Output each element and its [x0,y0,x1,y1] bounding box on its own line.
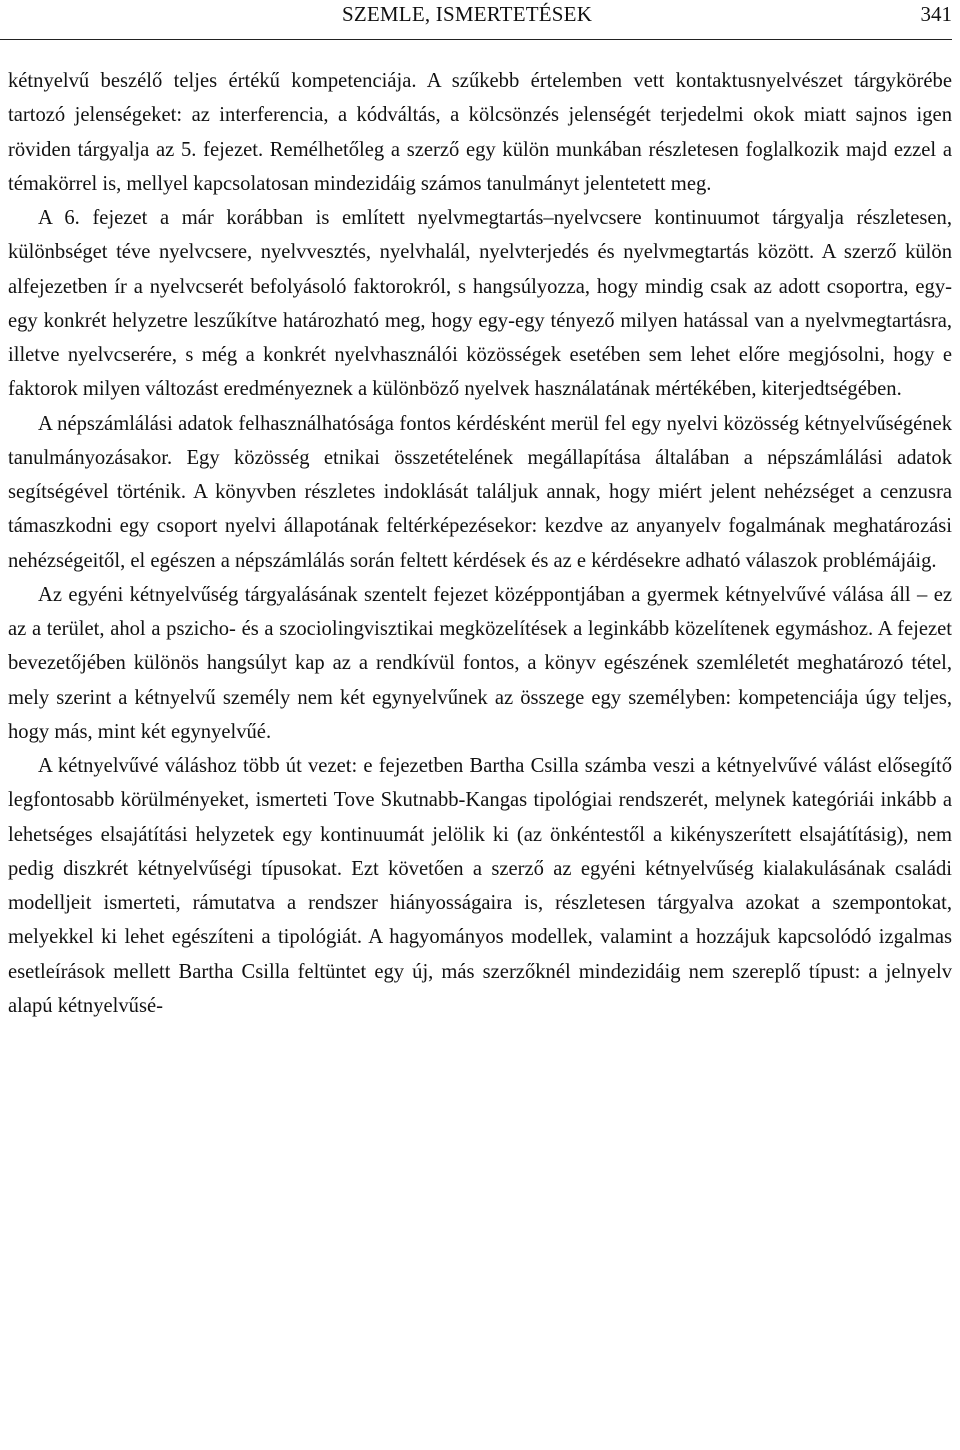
running-header [0,0,960,34]
paragraph: A 6. fejezet a már korábban is említett nyelvmegtartás–nyelvcsere kontinuumot tárgyalja részletesen, különbséget téve nyelvcsere, nyelvvesztés, nyelvhalál, nyelvterjedés és nyelvmegtartás között. A szerző külön alfejezetben ír a nyelvcserét befolyásoló faktorokról, s hangsúlyozza, hogy mindig csak az adott csoportra, egy-egy konkrét helyzetre leszűkítve határozható meg, hogy egy-egy tényező milyen hatással van a nyelvmegtartásra, illetve nyelvcserére, s még a konkrét nyelvhasználói közösségek esetében sem lehet előre megjósolni, hogy e faktorok milyen változást eredményeznek a különböző nyelvek használatának mértékében, kiterjedtségében. [8,207,952,401]
article-body [8,64,952,1023]
page-number: 341 [920,2,952,26]
running-title: SZEMLE, ISMERTETÉSEK [342,2,593,26]
paragraph: Az egyéni kétnyelvűség tárgyalásának szentelt fejezet középpontjában a gyermek kétnyelvűvé válása áll – ez az a terület, ahol a pszicho- és a szociolingvisztikai megközelítések a leginkább közelítenek egymáshoz. A fejezet bevezetőjében különös hangsúlyt kap az a rendkívül fontos, a könyv egészének szemléletét meghatározó tétel, mely szerint a kétnyelvű személy nem két egynyelvűnek az összege egy személyben: kompetenciája úgy teljes, hogy más, mint két egynyelvűé. [8,583,952,743]
paragraph-continued: kétnyelvű beszélő teljes értékű kompetenciája. A szűkebb értelemben vett kontaktusnyelvészet tárgykörébe tartozó jelenségeket: az interferencia, a kódváltás, a kölcsönzés jelenségét terjedelmi okok miatt sajnos igen röviden tárgyalja az 5. fejezet. Remélhetőleg a szerző egy külön munkában részletesen foglalkozik majd ezzel a témakörrel is, mellyel kapcsolatosan mindezidáig számos tanulmányt jelentetett meg. [8,70,952,195]
paragraph: A népszámlálási adatok felhasználhatósága fontos kérdésként merül fel egy nyelvi közösség kétnyelvűségének tanulmányozásakor. Egy közösség etnikai összetételének megállapítása általában a népszámlálási adatok segítségével történik. A könyvben részletes indoklását találjuk annak, hogy miért jelent nehézséget a cenzusra támaszkodni egy csoport nyelvi állapotának feltérképezésekor: kezdve az anyanyelv fogalmának meghatározási nehézségeitől, el egészen a népszámlálás során feltett kérdések és az e kérdésekre adható válaszok problémájáig. [8,412,952,572]
paragraph: A kétnyelvűvé váláshoz több út vezet: e fejezetben Bartha Csilla számba veszi a kétnyelvűvé válást elősegítő legfontosabb körülményeket, ismerteti Tove Skutnabb-Kangas tipológiai rendszerét, melynek kategóriái inkább a lehetséges elsajátítási helyzetek egy kontinuumát jelölik ki (az önkéntestől a kikényszerített elsajátításig), nem pedig diszkrét kétnyelvűségi típusokat. Ezt követően a szerző az egyéni kétnyelvűség kialakulásának családi modelljeit ismerteti, rámutatva a rendszer hiányosságaira is, részletesen tárgyalva azokat a szempontokat, melyekkel ki lehet egészíteni a tipológiát. A hagyományos modellek, valamint a hozzájuk kapcsolódó izgalmas esetleírások mellett Bartha Csilla feltüntet egy új, más szerzőknél mindezidáig nem szereplő típust: a jelnyelv alapú kétnyelvűsé- [8,755,952,1017]
header-divider [0,39,952,40]
